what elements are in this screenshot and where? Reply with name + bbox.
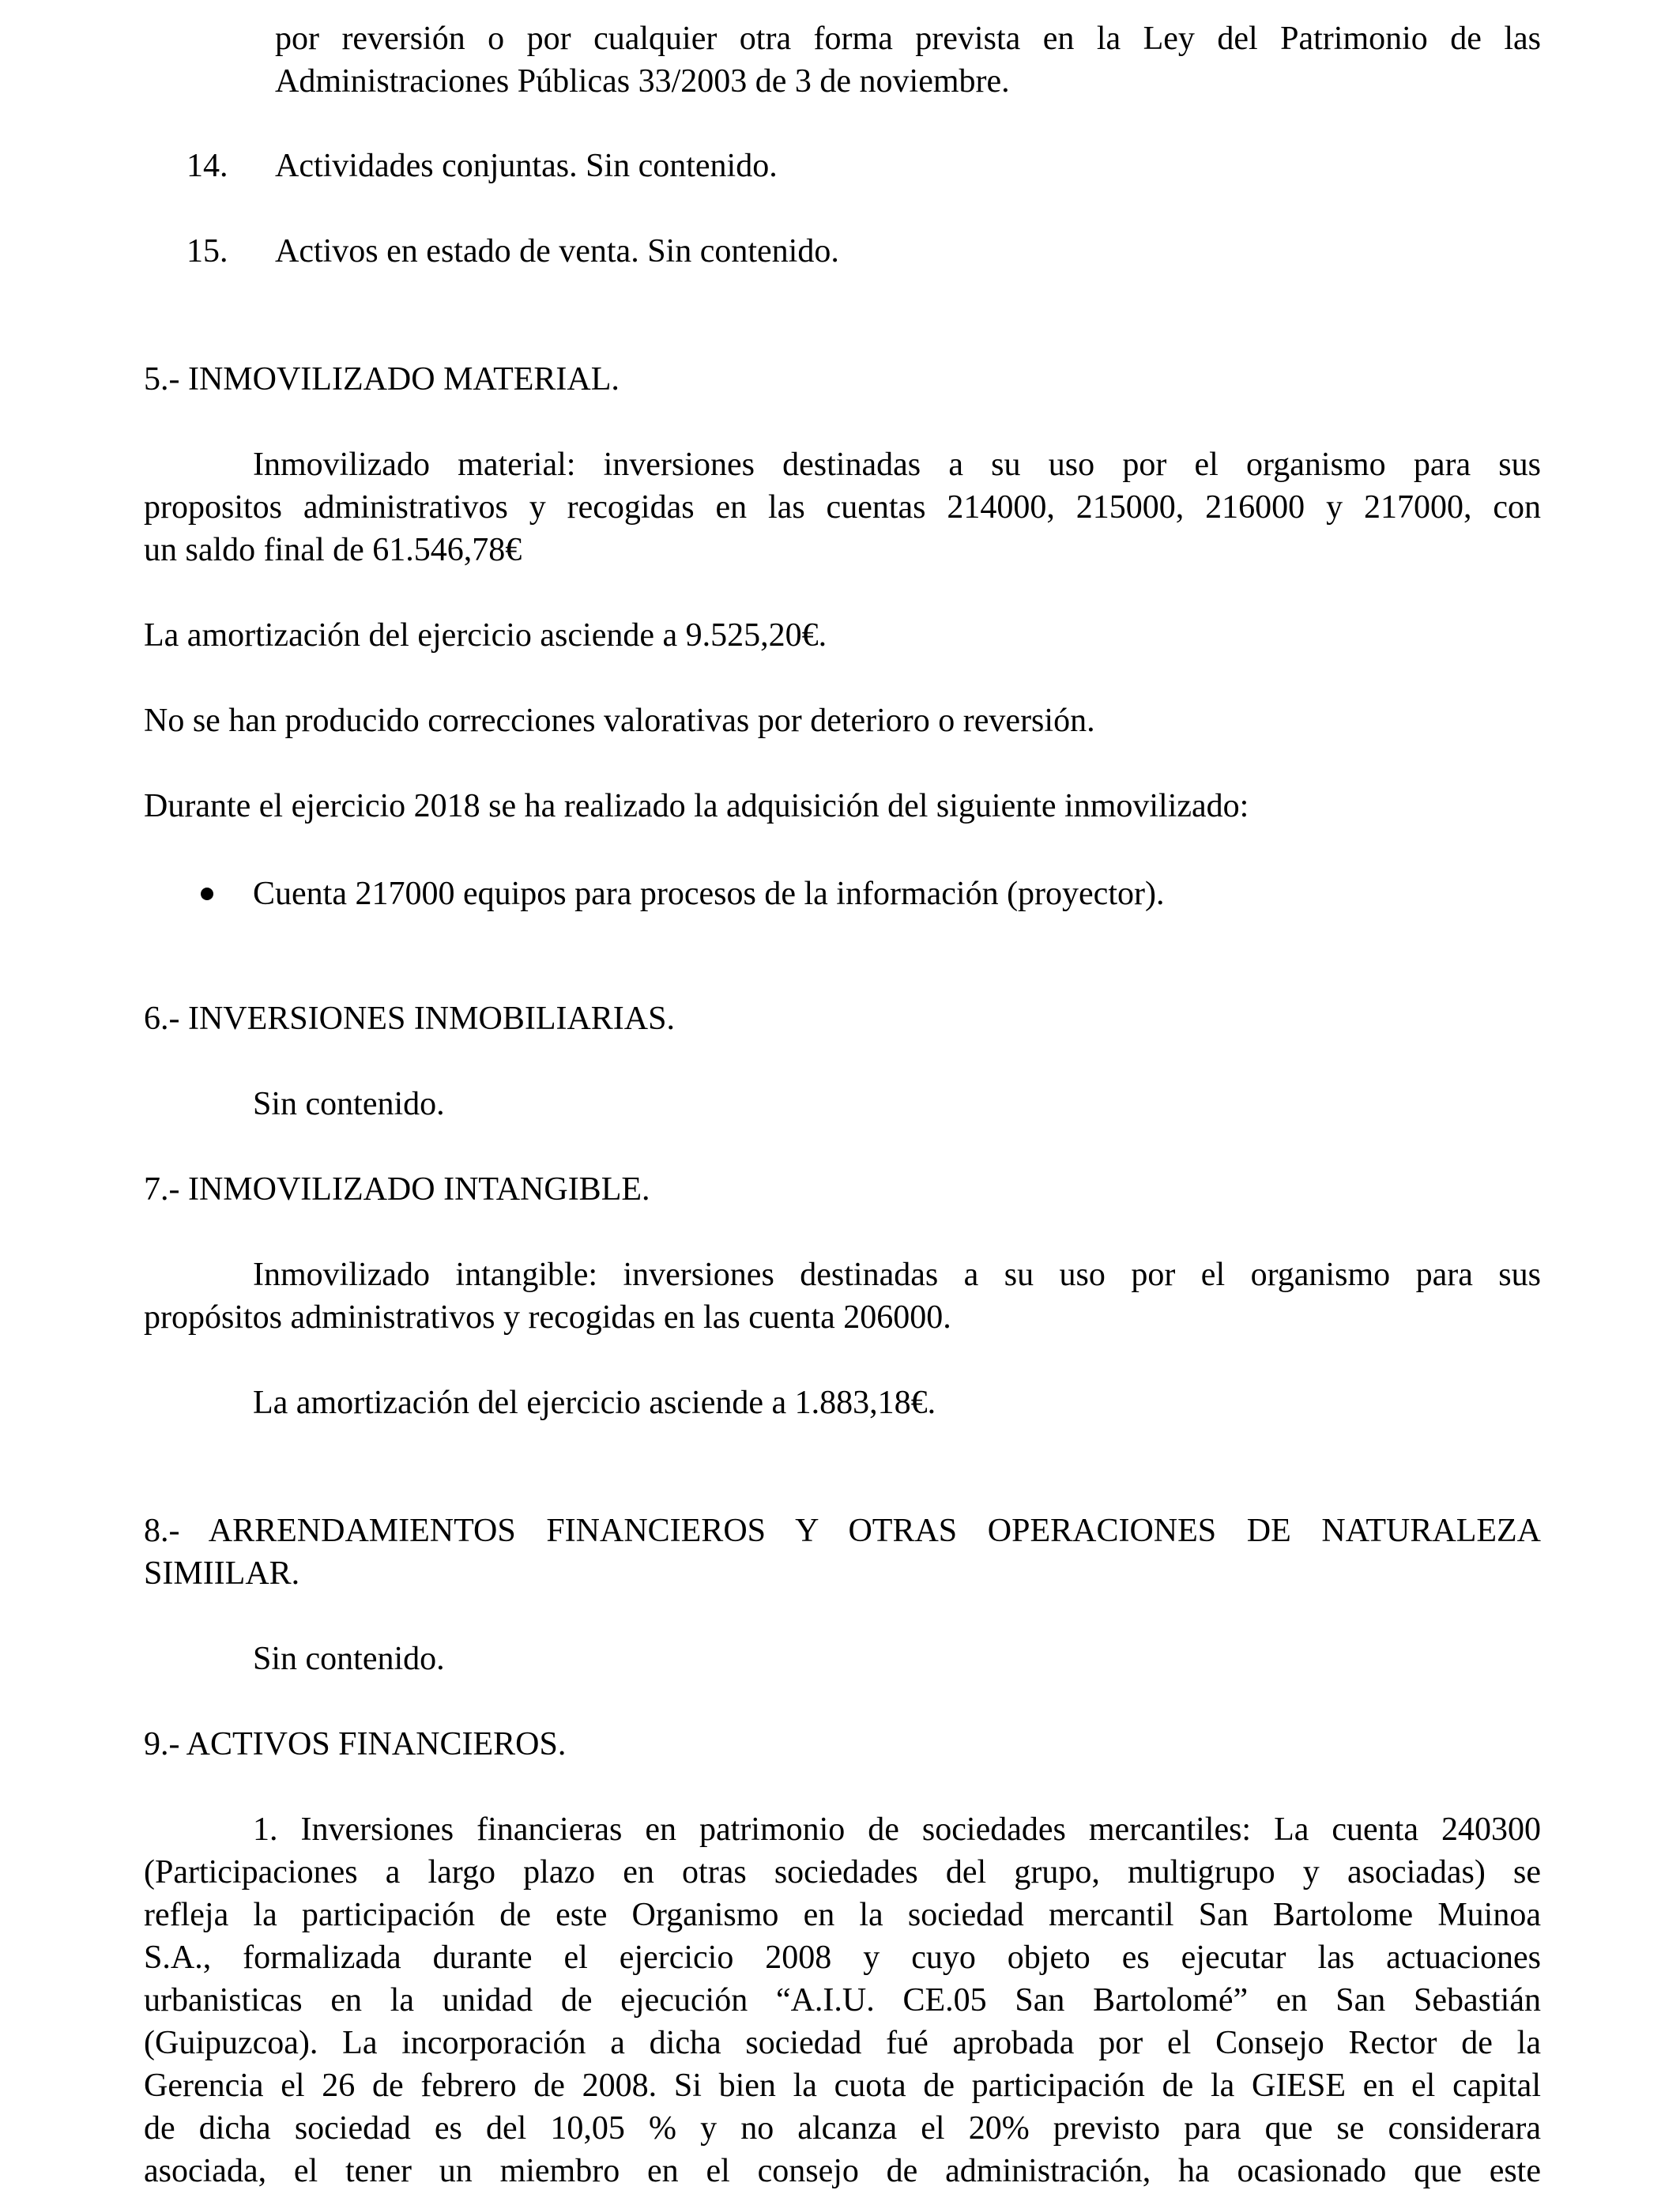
section9-para-line-4: S.A., formalizada durante el ejercicio 2008 y cuyo objeto es ejecutar las actuaciones (144, 1940, 1541, 1976)
section9-para-line-1: 1. Inversiones financieras en patrimonio de sociedades mercantiles: La cuenta 240300 (253, 1811, 1541, 1848)
section5-para-line-1: Inmovilizado material: inversiones destinadas a su uso por el organismo para sus (253, 447, 1541, 483)
section9-para-line-2: (Participaciones a largo plazo en otras sociedades del grupo, multigrupo y asociadas) se (144, 1854, 1541, 1891)
section5-acquisition: Durante el ejercicio 2018 se ha realizado la adquisición del siguiente inmovilizado: (144, 788, 1249, 824)
section9-heading: 9.- ACTIVOS FINANCIEROS. (144, 1726, 567, 1762)
section9-para-line-6: (Guipuzcoa). La incorporación a dicha sociedad fué aprobada por el Consejo Rector de la (144, 2025, 1541, 2061)
section6-heading: 6.- INVERSIONES INMOBILIARIAS. (144, 1001, 675, 1037)
list-item-15-text: Activos en estado de venta. Sin contenido. (275, 233, 839, 270)
list-item-14-number: 14. (186, 148, 228, 184)
section7-amortization: La amortización del ejercicio asciende a 1.883,18€. (253, 1385, 936, 1421)
section9-para-line-9: asociada, el tener un miembro en el consejo de administración, ha ocasionado que este (144, 2153, 1541, 2189)
section5-para-line-2: propositos administrativos y recogidas en las cuentas 214000, 215000, 216000 y 217000, con (144, 489, 1541, 526)
section5-bullet-item: Cuenta 217000 equipos para procesos de la información (proyector). (253, 876, 1165, 912)
section7-heading: 7.- INMOVILIZADO INTANGIBLE. (144, 1171, 650, 1208)
section9-para-line-5: urbanisticas en la unidad de ejecución “A.I.U. CE.05 San Bartolomé” en San Sebastián (144, 1982, 1541, 2019)
section9-para-line-8: de dicha sociedad es del 10,05 % y no alcanza el 20% previsto para que se considerara (144, 2110, 1541, 2147)
section5-amortization: La amortización del ejercicio asciende a 9.525,20€. (144, 617, 827, 654)
section8-heading-line-1: 8.- ARRENDAMIENTOS FINANCIEROS Y OTRAS OPERACIONES DE NATURALEZA (144, 1513, 1541, 1549)
bullet-dot-icon (201, 888, 213, 900)
intro-line-1: por reversión o por cualquier otra forma prevista en la Ley del Patrimonio de las (275, 21, 1541, 57)
list-item-14-text: Actividades conjuntas. Sin contenido. (275, 148, 778, 184)
intro-line-2: Administraciones Públicas 33/2003 de 3 de noviembre. (275, 63, 1010, 100)
section8-heading-line-2: SIMIILAR. (144, 1555, 300, 1592)
section5-heading: 5.- INMOVILIZADO MATERIAL. (144, 361, 620, 398)
section6-body: Sin contenido. (253, 1086, 445, 1122)
section5-para-line-3: un saldo final de 61.546,78€ (144, 532, 522, 568)
section7-para-line-1: Inmovilizado intangible: inversiones destinadas a su uso por el organismo para sus (253, 1257, 1541, 1293)
section5-corrections: No se han producido correcciones valorativas por deterioro o reversión. (144, 703, 1095, 739)
list-item-15-number: 15. (186, 233, 228, 270)
section8-body: Sin contenido. (253, 1641, 445, 1677)
section7-para-line-2: propósitos administrativos y recogidas en las cuenta 206000. (144, 1299, 951, 1336)
section9-para-line-7: Gerencia el 26 de febrero de 2008. Si bien la cuota de participación de la GIESE en el capital (144, 2068, 1541, 2104)
section9-para-line-3: refleja la participación de este Organismo en la sociedad mercantil San Bartolome Muinoa (144, 1897, 1541, 1933)
